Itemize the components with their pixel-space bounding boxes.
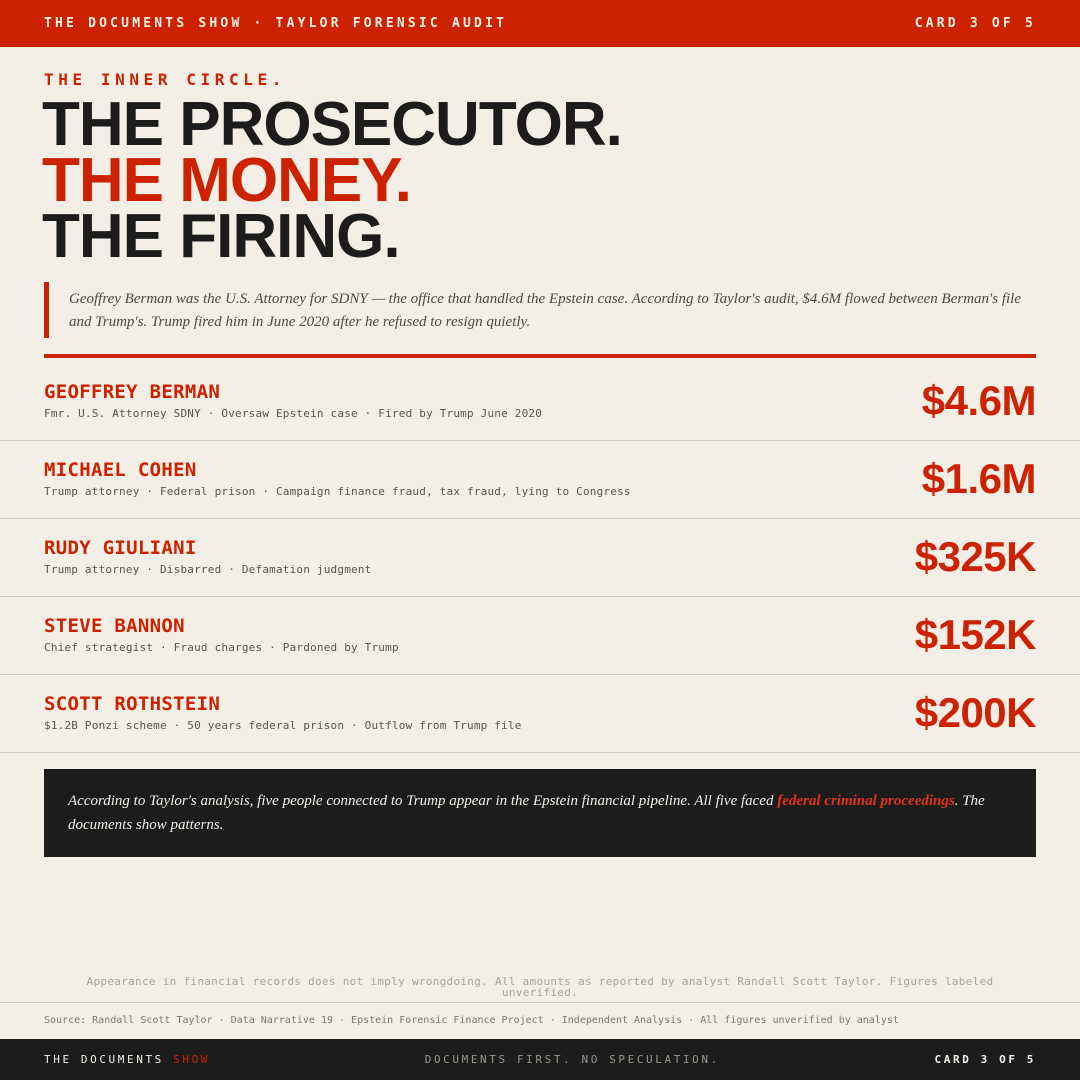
person-description: $1.2B Ponzi scheme · 50 years federal prison · Outflow from Trump file (44, 719, 522, 732)
section-divider (44, 354, 1036, 358)
person-description: Fmr. U.S. Attorney SDNY · Oversaw Epstein case · Fired by Trump June 2020 (44, 407, 543, 420)
callout-text-before: According to Taylor's analysis, five people connected to Trump appear in the Epstein financial pipeline. All five faced (68, 793, 778, 809)
list-item (0, 441, 1080, 519)
top-banner (0, 0, 1080, 47)
person-description: Trump attorney · Federal prison · Campaign finance fraud, tax fraud, lying to Congress (44, 485, 631, 498)
list-item (0, 597, 1080, 675)
callout-text (68, 789, 1012, 837)
banner-title: THE DOCUMENTS SHOW · TAYLOR FORENSIC AUDIT (44, 16, 508, 31)
person-name: GEOFFREY BERMAN (44, 381, 221, 403)
person-name: STEVE BANNON (44, 615, 185, 637)
callout-text-after: . The documents show patterns. (68, 793, 985, 833)
headline-line-3: THE FIRING. (42, 202, 400, 271)
list-item (0, 519, 1080, 597)
person-amount: $152K (914, 611, 1036, 658)
person-name: RUDY GIULIANI (44, 537, 197, 559)
summary-callout (44, 769, 1036, 857)
people-list (0, 363, 1080, 753)
footer-card-counter: CARD 3 OF 5 (934, 1053, 1036, 1066)
person-name: SCOTT ROTHSTEIN (44, 693, 221, 715)
footer-brand (44, 1053, 210, 1066)
kicker: THE INNER CIRCLE. (44, 70, 286, 89)
callout-highlight: federal criminal proceedings (777, 793, 955, 809)
headline (42, 90, 622, 271)
footer-tagline: DOCUMENTS FIRST. NO SPECULATION. (424, 1053, 720, 1066)
person-amount: $4.6M (921, 377, 1036, 424)
intro-quote (44, 282, 1036, 338)
list-item (0, 675, 1080, 753)
list-item (0, 363, 1080, 441)
footer-bar (0, 1039, 1080, 1080)
intro-text: Geoffrey Berman was the U.S. Attorney for SDNY — the office that handled the Epstein case. According to Taylor's audit, $4.6M flowed between Berman's file and Trump's. Trump fired him in June 2020 after he refused to resign quietly. (69, 291, 1022, 330)
footer-brand-accent: SHOW (173, 1053, 211, 1066)
banner-card-counter: CARD 3 OF 5 (914, 16, 1036, 31)
person-name: MICHAEL COHEN (44, 459, 197, 481)
disclaimer: Appearance in financial records does not imply wrongdoing. All amounts as reported by analyst Randall Scott Taylor. Figures labeled unverified. (86, 975, 994, 999)
person-amount: $1.6M (921, 455, 1036, 502)
headline-line-2: THE MONEY. (42, 146, 411, 215)
footer-brand-main: THE DOCUMENTS (44, 1053, 174, 1066)
headline-line-1: THE PROSECUTOR. (42, 90, 622, 159)
person-description: Trump attorney · Disbarred · Defamation judgment (44, 563, 372, 576)
person-amount: $325K (914, 533, 1036, 580)
source-line: Source: Randall Scott Taylor · Data Narrative 19 · Epstein Forensic Finance Project · Independent Analysis · All figures unverified by analyst (44, 1015, 899, 1026)
person-description: Chief strategist · Fraud charges · Pardoned by Trump (44, 641, 399, 654)
person-amount: $200K (914, 689, 1036, 736)
footer-divider (0, 1002, 1080, 1003)
